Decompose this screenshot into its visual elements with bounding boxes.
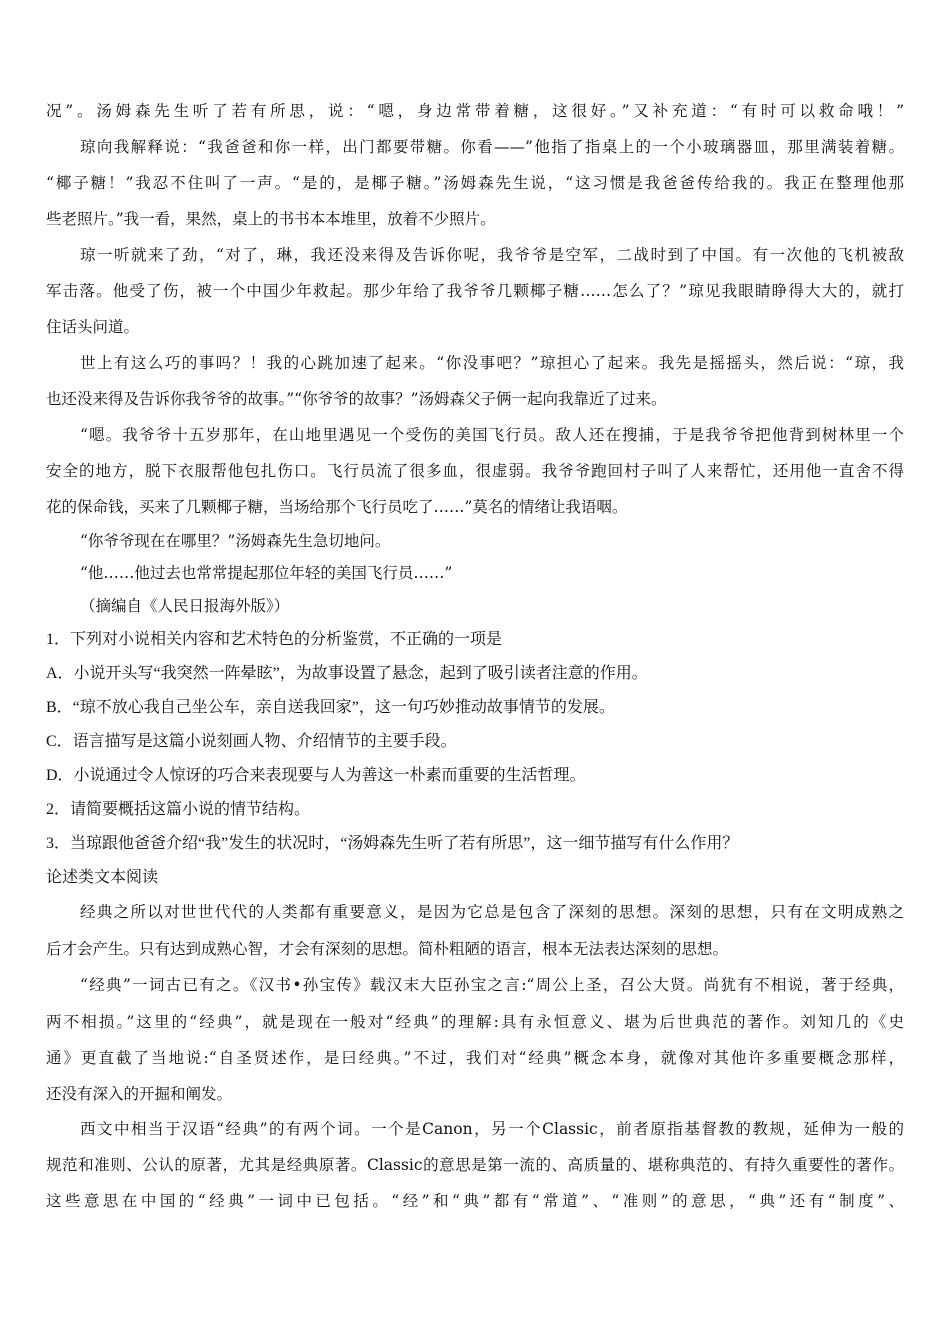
essay-line: 通》更直截了当地说:“自圣贤述作，是曰经典。”不过，我们对“经典”概念本身，就像对其他许多重要概念那样， [46,1049,904,1067]
essay-paragraph: “经典”一词古已有之。《汉书•孙宝传》载汉末大臣孙宝之言:“周公上圣，召公大贤。尚犹有不相说，著于经典， [80,976,904,994]
story-paragraph: 琼向我解释说：“我爸爸和你一样，出门都要带糖。你看——”他指了指桌上的一个小玻璃器皿，那里满装着糖。 [80,138,904,156]
story-line: 军击落。他受了伤，被一个中国少年救起。那少年给了我爷爷几颗椰子糖……怎么了？”琼见我眼睛睁得大大的，就打 [46,282,904,300]
story-paragraph: 世上有这么巧的事吗？！我的心跳加速了起来。“你没事吧？”琼担心了起来。我先是摇摇头，然后说：“琼，我 [80,354,904,372]
story-paragraph: “他……他过去也常常提起那位年轻的美国飞行员……” [80,564,453,582]
section-title: 论述类文本阅读 [46,869,159,886]
option-c: C．语言描写是这篇小说刻画人物、介绍情节的主要手段。 [46,733,457,750]
source-note: （摘编自《人民日报海外版》） [80,597,290,615]
option-d: D．小说通过令人惊讶的巧合来表现要与人为善这一朴素而重要的生活哲理。 [46,767,586,784]
story-line: 花的保命钱，买来了几颗椰子糖，当场给那个飞行员吃了……”莫名的情绪让我语咽。 [46,498,628,516]
essay-line: 还没有深入的开掘和阐发。 [46,1085,233,1103]
question-2: 2．请简要概括这篇小说的情节结构。 [46,801,311,818]
essay-line: 两不相损。”这里的“经典”，就是现在一般对“经典”的理解:具有永恒意义、堪为后世典范的著作。刘知几的《史 [46,1013,904,1031]
story-line: “椰子糖！”我忍不住叫了一声。“是的，是椰子糖。”汤姆森先生说，“这习惯是我爸爸传给我的。我正在整理他那 [46,174,904,192]
story-paragraph: “嗯。我爷爷十五岁那年，在山地里遇见一个受伤的美国飞行员。敌人还在搜捕，于是我爷爷把他背到树林里一个 [80,426,904,444]
essay-paragraph: 经典之所以对世世代代的人类都有重要意义，是因为它总是包含了深刻的思想。深刻的思想，只有在文明成熟之 [80,903,904,921]
essay-line: 这些意思在中国的“经典”一词中已包括。“经”和“典”都有“常道”、“准则”的意思，“典”还有“制度”、 [46,1192,904,1210]
question-1: 1．下列对小说相关内容和艺术特色的分析鉴赏，不正确的一项是 [46,631,503,648]
story-line: 些老照片。”我一看，果然，桌上的书书本本堆里，放着不少照片。 [46,210,496,228]
essay-line: 规范和准则、公认的原著，尤其是经典原著。Classic的意思是第一流的、高质量的、堪称典范的、有持久重要性的著作。 [46,1156,904,1174]
story-line: 住话头问道。 [46,318,140,336]
story-paragraph: “你爷爷现在在哪里？”汤姆森先生急切地问。 [80,532,391,550]
question-3: 3．当琼跟他爸爸介绍“我”发生的状况时，“汤姆森先生听了若有所思”，这一细节描写有什么作用？ [46,835,739,852]
option-a: A．小说开头写“我突然一阵晕眩”，为故事设置了悬念，起到了吸引读者注意的作用。 [46,665,648,682]
essay-paragraph: 西文中相当于汉语“经典”的有两个词。一个是Canon，另一个Classic，前者原指基督教的教规，延伸为一般的 [80,1120,904,1138]
essay-line: 后才会产生。只有达到成熟心智，才会有深刻的思想。简朴粗陋的语言，根本无法表达深刻的思想。 [46,940,729,958]
story-line: 况”。汤姆森先生听了若有所思，说：“嗯，身边常带着糖，这很好。”又补充道：“有时可以救命哦！” [46,102,904,120]
story-line: 安全的地方，脱下衣服帮他包扎伤口。飞行员流了很多血，很虚弱。我爷爷跑回村子叫了人来帮忙，还用他一直舍不得 [46,462,904,480]
story-paragraph: 琼一听就来了劲，“对了，琳，我还没来得及告诉你呢，我爷爷是空军，二战时到了中国。有一次他的飞机被敌 [80,246,904,264]
option-b: B．“琼不放心我自己坐公车，亲自送我回家”，这一句巧妙推动故事情节的发展。 [46,699,615,716]
story-line: 也还没来得及告诉你我爷爷的故事。”“你爷爷的故事？”汤姆森父子俩一起向我靠近了过来。 [46,390,667,408]
